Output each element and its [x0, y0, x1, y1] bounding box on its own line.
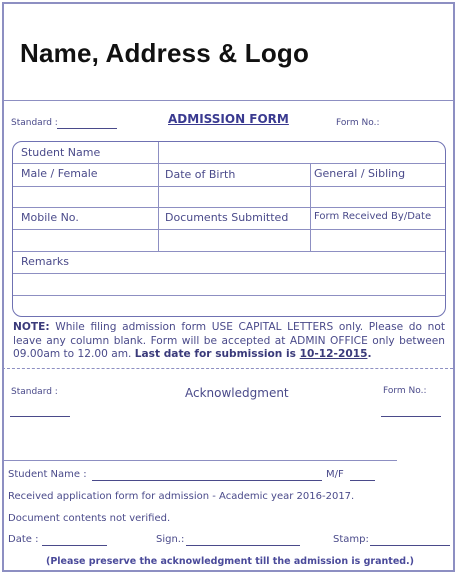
standard-label: Standard :: [11, 118, 58, 128]
column-divider: [158, 142, 159, 251]
ack-sign-line[interactable]: [186, 545, 300, 546]
ack-mf-line[interactable]: [350, 480, 375, 481]
ack-form-no-field-line[interactable]: [381, 416, 441, 417]
ack-date-line[interactable]: [42, 545, 107, 546]
category-cell: General / Sibling: [314, 167, 406, 180]
row-divider: [13, 163, 445, 164]
note-label: NOTE:: [13, 321, 50, 333]
header-divider: [2, 100, 453, 101]
row-divider: [13, 207, 445, 208]
dob-cell: Date of Birth: [165, 168, 236, 181]
ack-received-text: Received application form for admission - Academic year 2016-2017.: [8, 491, 355, 502]
row-divider: [13, 186, 445, 187]
acknowledgment-title: Acknowledgment: [185, 386, 289, 400]
tear-off-line: [2, 368, 453, 369]
ack-student-name-label: Student Name :: [8, 469, 87, 480]
ack-date-label: Date :: [8, 534, 39, 545]
note-end: .: [367, 348, 372, 360]
admission-form-title: ADMISSION FORM: [168, 112, 289, 126]
ack-divider: [2, 460, 397, 461]
ack-student-name-line[interactable]: [92, 480, 322, 481]
student-name-cell: Student Name: [21, 146, 101, 159]
form-no-field-line[interactable]: [382, 128, 442, 129]
standard-field-line[interactable]: [57, 128, 117, 129]
gender-cell: Male / Female: [21, 167, 98, 180]
last-date-value: 10-12-2015: [299, 348, 368, 360]
column-divider: [310, 163, 311, 251]
form-no-label: Form No.:: [336, 118, 380, 128]
remarks-cell: Remarks: [21, 255, 69, 268]
row-divider: [13, 229, 445, 230]
ack-standard-field-line[interactable]: [10, 416, 70, 417]
ack-standard-label: Standard :: [11, 387, 58, 397]
row-divider: [13, 273, 445, 274]
ack-form-no-label: Form No.:: [383, 386, 427, 396]
ack-not-verified-text: Document contents not verified.: [8, 513, 171, 524]
ack-stamp-line[interactable]: [370, 545, 450, 546]
note-text: While filing admission form USE CAPITAL LETTERS only. Please do not leave any column blank. Form will be accepted at ADMIN OFFICE only between 09.00am to 12.00 am.: [13, 321, 445, 360]
ack-stamp-label: Stamp:: [333, 534, 369, 545]
row-divider: [13, 251, 445, 252]
ack-mf-label: M/F: [326, 469, 344, 480]
ack-preserve-note: (Please preserve the acknowledgment till the admission is granted.): [45, 556, 415, 567]
row-divider: [13, 295, 445, 296]
submission-note: [13, 321, 445, 362]
mobile-cell: Mobile No.: [21, 211, 79, 224]
last-date-label: Last date for submission is: [134, 348, 300, 360]
ack-sign-label: Sign.:: [156, 534, 185, 545]
admission-details-table: [12, 141, 446, 317]
school-header-title: Name, Address & Logo: [20, 38, 310, 68]
form-received-cell: Form Received By/Date: [314, 211, 432, 222]
documents-cell: Documents Submitted: [165, 211, 289, 224]
